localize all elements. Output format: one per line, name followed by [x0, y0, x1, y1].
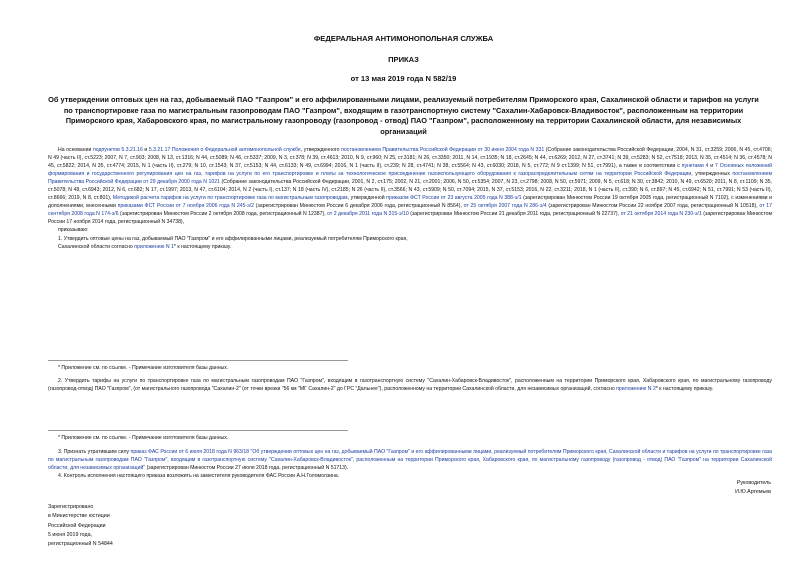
- item-1-line-1: 1. Утвердить оптовые цены на газ, добываемый ПАО "Газпром" и его аффилированными лицами, реализуемый потребителям Приморского края,: [58, 235, 408, 242]
- link-appendix-2[interactable]: приложению N 2: [616, 386, 656, 392]
- footnote-divider: [48, 430, 348, 431]
- link-regulation-fas[interactable]: 5.3.21.17 Положения о Федеральной антимонопольной службе: [148, 147, 301, 153]
- order-verb: приказываю:: [58, 227, 89, 234]
- registration-block: [48, 503, 113, 549]
- signature-role: Руководитель: [736, 480, 771, 486]
- footnote-divider: [48, 360, 348, 361]
- item-2-text: 2. Утвердить тарифы на услуги по транспортировке газа по магистральным газопроводам ПАО "Газпром", входящим в газотранспортную систему "Сахалин-Хабаровск-Владивосток", расположенным на территории Приморского края, Хабаровского края, по магистральному газопроводу (газопровод-отвод) ПАО "Газпром", (от магистрального газопровода "Сахалин-2" (от точки врезки "56 км "МГ Сахалин-2" до ГРС "Дальнее"), расположенному на территории Сахалинской области, для независимых организаций, согласно: [48, 378, 772, 392]
- signature-block: [735, 479, 771, 497]
- preamble-text: (зарегистрирован Минюстом России 21 декабря 2011 года, регистрационный N 22737),: [408, 211, 621, 218]
- link-resolution-331[interactable]: постановлением Правительства Российской Федерации от 30 июня 2004 года N 331: [341, 147, 545, 153]
- agency-heading: ФЕДЕРАЛЬНАЯ АНТИМОНОПОЛЬНАЯ СЛУЖБА: [313, 34, 494, 43]
- link-subclauses[interactable]: подпунктов 5.3.21.16: [92, 147, 143, 153]
- preamble-text: (Собрание законодательства Российской Федерации, 2001, N 2, ст.175; 2002, N 21, ст.2001; 2006, N 50, ст.5354; 2007, N 23, ст.2798; 2008, N 50, ст.5971; 2009, N 5, ст.618; N 30, ст.3842; 2010, N 49, ст.6520; 2011, N 8, ст.1109; N 35, ст.5078; N 48, ст.6943; 2012, N 6, ст.682; N 17, ст.1997; 2013, N 47, ст.6104; 2014, N 2 (часть I), ст.137; N 18 (часть IV), ст.2185; N 26 (часть II), ст.3566; N 43, ст.5909; N 50, ст.7094; 2015, N 37, ст.5153; 2016, N 22, ст.3211; 2018, N 1 (часть II), ст.390; N 6, ст.897; N 45, ст.6942; N 51, ст.7991; N 53 (часть II), ст.8666; 2019, N 8, ст.801),: [48, 179, 772, 202]
- link-resolution-1021[interactable]: постановлением Правительства Российской Федерации от 29 декабря 2000 года N 1021: [48, 171, 772, 186]
- preamble-text: , утвержденного: [300, 147, 342, 153]
- link-points-4[interactable]: пунктами 4: [681, 163, 709, 170]
- registration-line: Российской Федерации: [48, 522, 106, 529]
- link-order-286[interactable]: от 25 октября 2007 года N 286-э/4: [463, 203, 547, 210]
- footnote-1: * Приложение см. по ссылке. - Примечание изготовителя базы данных.: [58, 365, 229, 371]
- link-order-245[interactable]: приказами ФСТ России от 7 ноября 2006 года N 245-э/2: [117, 203, 255, 210]
- item-1-line-2: [48, 243, 772, 251]
- preamble-text: , утвержденных: [691, 171, 733, 178]
- preamble-text: (зарегистрирован Минюстом России 6 декабря 2006 года, регистрационный N 8564),: [254, 203, 464, 210]
- registration-line: 5 июня 2019 года,: [48, 531, 93, 538]
- preamble-text: На основании: [58, 147, 93, 153]
- item-3-text: 3. Признать утратившим силу: [58, 449, 131, 455]
- registration-line: регистрационный N 54844: [48, 541, 113, 548]
- item-2-text: * к настоящему приказу.: [655, 386, 714, 392]
- items-3-4: [48, 444, 772, 480]
- item-3-paragraph: [48, 448, 772, 472]
- preamble-text: (зарегистрирован Минюстом России 17 ноября 2014 года, регистрационный N 34738),: [48, 211, 772, 226]
- item-2-paragraph: [48, 377, 772, 393]
- footnote-1-block: [48, 364, 772, 393]
- preamble-text: и: [142, 147, 149, 153]
- link-order-388[interactable]: приказом ФСТ России от 23 августа 2005 года N 388-э/1: [386, 195, 522, 202]
- link-order-174[interactable]: от 17 сентября 2008 года N 174-э/6: [48, 203, 772, 218]
- signature-name: И.Ю.Артемьев: [735, 489, 771, 495]
- date-number-heading: от 13 мая 2019 года N 582/19: [350, 74, 457, 83]
- preamble-text: , утвержденной: [347, 195, 387, 202]
- preamble-text: (зарегистрирован Минюстом России 19 октября 2005 года, регистрационный N 7102), с изменениями и дополнениями, внесенными: [48, 195, 772, 210]
- link-basic-provisions[interactable]: 7 Основных положений формирования и государственного регулирования цен на газ, тарифов на услуги по его транспортировке и платы за технологическое присоединение газоиспользующего оборудования к газораспределительным сетям на территории Российской Федерации: [48, 163, 772, 178]
- item-1-text: * к настоящему приказу.: [173, 243, 232, 250]
- footnote-2: [48, 434, 772, 442]
- preamble-paragraph: [48, 146, 772, 251]
- link-order-230[interactable]: от 21 октября 2014 года N 230-э/1: [620, 211, 702, 218]
- footnote-2-text: * Приложение см. по ссылке. - Примечание изготовителя базы данных.: [58, 435, 229, 441]
- link-order-315[interactable]: от 2 декабря 2011 года N 315-э/10: [327, 211, 409, 218]
- document-title: Об утверждении оптовых цен на газ, добываемый ПАО "Газпром" и его аффилированными лицами, реализуемый потребителям Приморского края, Сахалинской области и тарифов на услуги по транспортировке газа по магистральным газопроводам ПАО "Газпром", входящим в газотранспортную систему "Сахалин-Хабаровск-Владивосток", расположенным на территории Приморского края, Хабаровского края, по магистральному газопроводу (газопровод - отвод) ПАО "Газпром", расположенному на территории Сахалинской области, для независимых организаций: [48, 95, 759, 136]
- preamble-text: (Собрание законодательства Российской Федерации, 2004, N 31, ст.3259; 2006, N 45, ст.4706; N 49 (часть II), ст.5223; 2007, N 7, ст.903; 2008, N 13, ст.1316; N 44, ст.5089; N 46, ст.5337; 2009, N 3, ст.378; N 39, ст.4613; 2010, N 9, ст.960; N 25, ст.3181; N 26, ст.3350; 2011, N 14, ст.1935; N 18, ст.2645; N 44, ст.6269; 2012, N 27, ст.3741; N 39, ст.5283; N 52, ст.7518; 2013, N 35, ст.4514; N 36, ст.4578; N 45, ст.5822; 2014, N 35, ст.4774; 2015, N 1 (часть II), ст.279; N 10, ст.1543; N 37, ст.5153; N 44, ст.6133; N 49, ст.6994; 2016, N 1 (часть II), ст.239; N 28, ст.4741; N 38, ст.5564; N 43, ст.6030; 2018, N 5, ст.772; N 9 ст.1399; N 51, ст.7991), а также в соответствии с: [48, 147, 772, 170]
- preamble-text: (зарегистрирован Минюстом России 2 октября 2008 года, регистрационный N 12387),: [118, 211, 328, 218]
- link-methodology[interactable]: Методикой расчета тарифов на услуги по транспортировке газа по магистральным газопроводам: [112, 195, 348, 202]
- link-order-963[interactable]: приказ ФАС России от 6 июля 2018 года N 963/18 "Об утверждении оптовых цен на газ, добываемый ПАО "Газпром" и его аффилированными лицами, реализуемый потребителям Приморского края, Сахалинской области и тарифов на услуги по транспортировке газа по магистральным газопроводам ПАО "Газпром", входящим в газотранспортную систему "Сахалин-Хабаровск-Владивосток", расположенным на территории Приморского края, Хабаровского края, по магистральному газопроводу (газопровод - отвод) ПАО "Газпром" на территории Сахалинской области, для независимых организаций": [48, 449, 772, 472]
- item-1-text: Сахалинской области согласно: [58, 243, 135, 250]
- registration-line: в Министерстве юстиции: [48, 513, 110, 520]
- item-3-text: (зарегистрирован Минюстом России 27 июля 2018 года, регистрационный N 51713).: [145, 465, 349, 472]
- link-appendix-1[interactable]: приложению N 1: [134, 243, 174, 250]
- preamble-text: и: [708, 163, 716, 170]
- item-4-paragraph: 4. Контроль исполнения настоящего приказа возложить на заместителя руководителя ФАС России А.Н.Голомолзина.: [58, 473, 340, 480]
- registration-line: Зарегистрировано: [48, 504, 94, 510]
- doc-type-heading: ПРИКАЗ: [388, 55, 419, 64]
- preamble-text: (зарегистрирован Минюстом России 22 ноября 2007 года, регистрационный N 10518),: [546, 203, 760, 210]
